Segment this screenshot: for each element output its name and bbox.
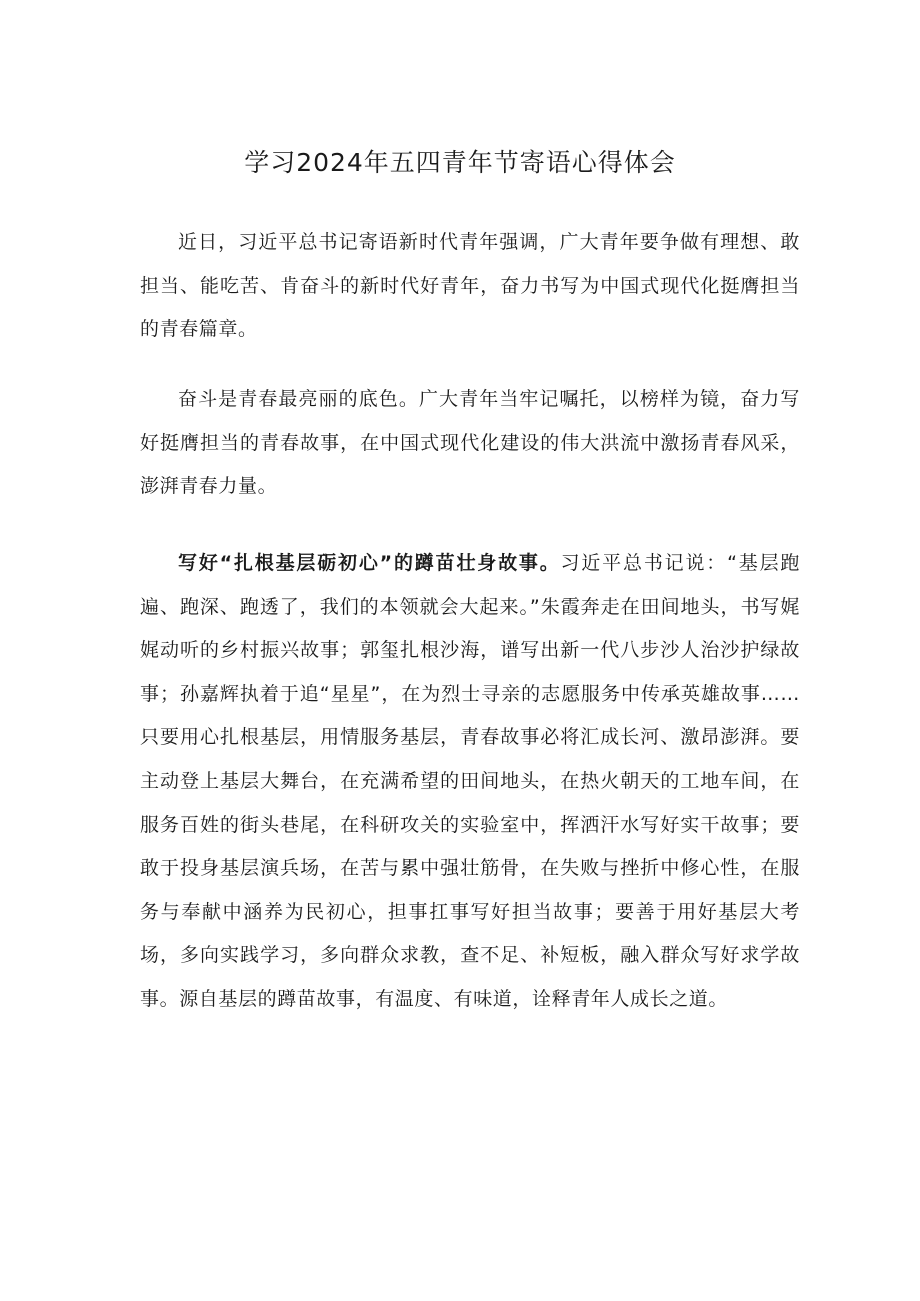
paragraph-2-text: 奋斗是青春最亮丽的底色。广大青年当牢记嘱托，以榜样为镜，奋力写好挺膺担当的青春故事，在中国式现代化建设的伟大洪流中激扬青春风采，澎湃青春力量。: [140, 388, 800, 498]
paragraph-3-text: 习近平总书记说：“基层跑遍、跑深、跑透了，我们的本领就会大起来。”朱霞奔走在田间地头，书写娓娓动听的乡村振兴故事；郭玺扎根沙海，谱写出新一代八步沙人治沙护绿故事；孙嘉辉执着于追“星星”，在为烈士寻亲的志愿服务中传承英雄故事……只要用心扎根基层，用情服务基层，青春故事必将汇成长河、激昂澎湃。要主动登上基层大舞台，在充满希望的田间地头，在热火朝天的工地车间，在服务百姓的街头巷尾，在科研攻关的实验室中，挥洒汗水写好实干故事；要敢于投身基层演兵场，在苦与累中强壮筋骨，在失败与挫折中修心性，在服务与奉献中涵养为民初心，担事扛事写好担当故事；要善于用好基层大考场，多向实践学习，多向群众求教，查不足、补短板，融入群众写好求学故事。源自基层的蹲苗故事，有温度、有味道，诠释青年人成长之道。: [140, 552, 800, 1010]
document-title: 学习2024年五四青年节寄语心得体会: [244, 148, 676, 177]
paragraph-3-lead: 写好“扎根基层砺初心”的蹲苗壮身故事。: [178, 552, 561, 574]
paragraph-1-text: 近日，习近平总书记寄语新时代青年强调，广大青年要争做有理想、敢担当、能吃苦、肯奋斗的新时代好青年，奋力书写为中国式现代化挺膺担当的青春篇章。: [140, 231, 800, 341]
paragraph-1: [140, 221, 800, 352]
paragraph-3: [140, 542, 800, 1022]
paragraph-2: [140, 378, 800, 509]
